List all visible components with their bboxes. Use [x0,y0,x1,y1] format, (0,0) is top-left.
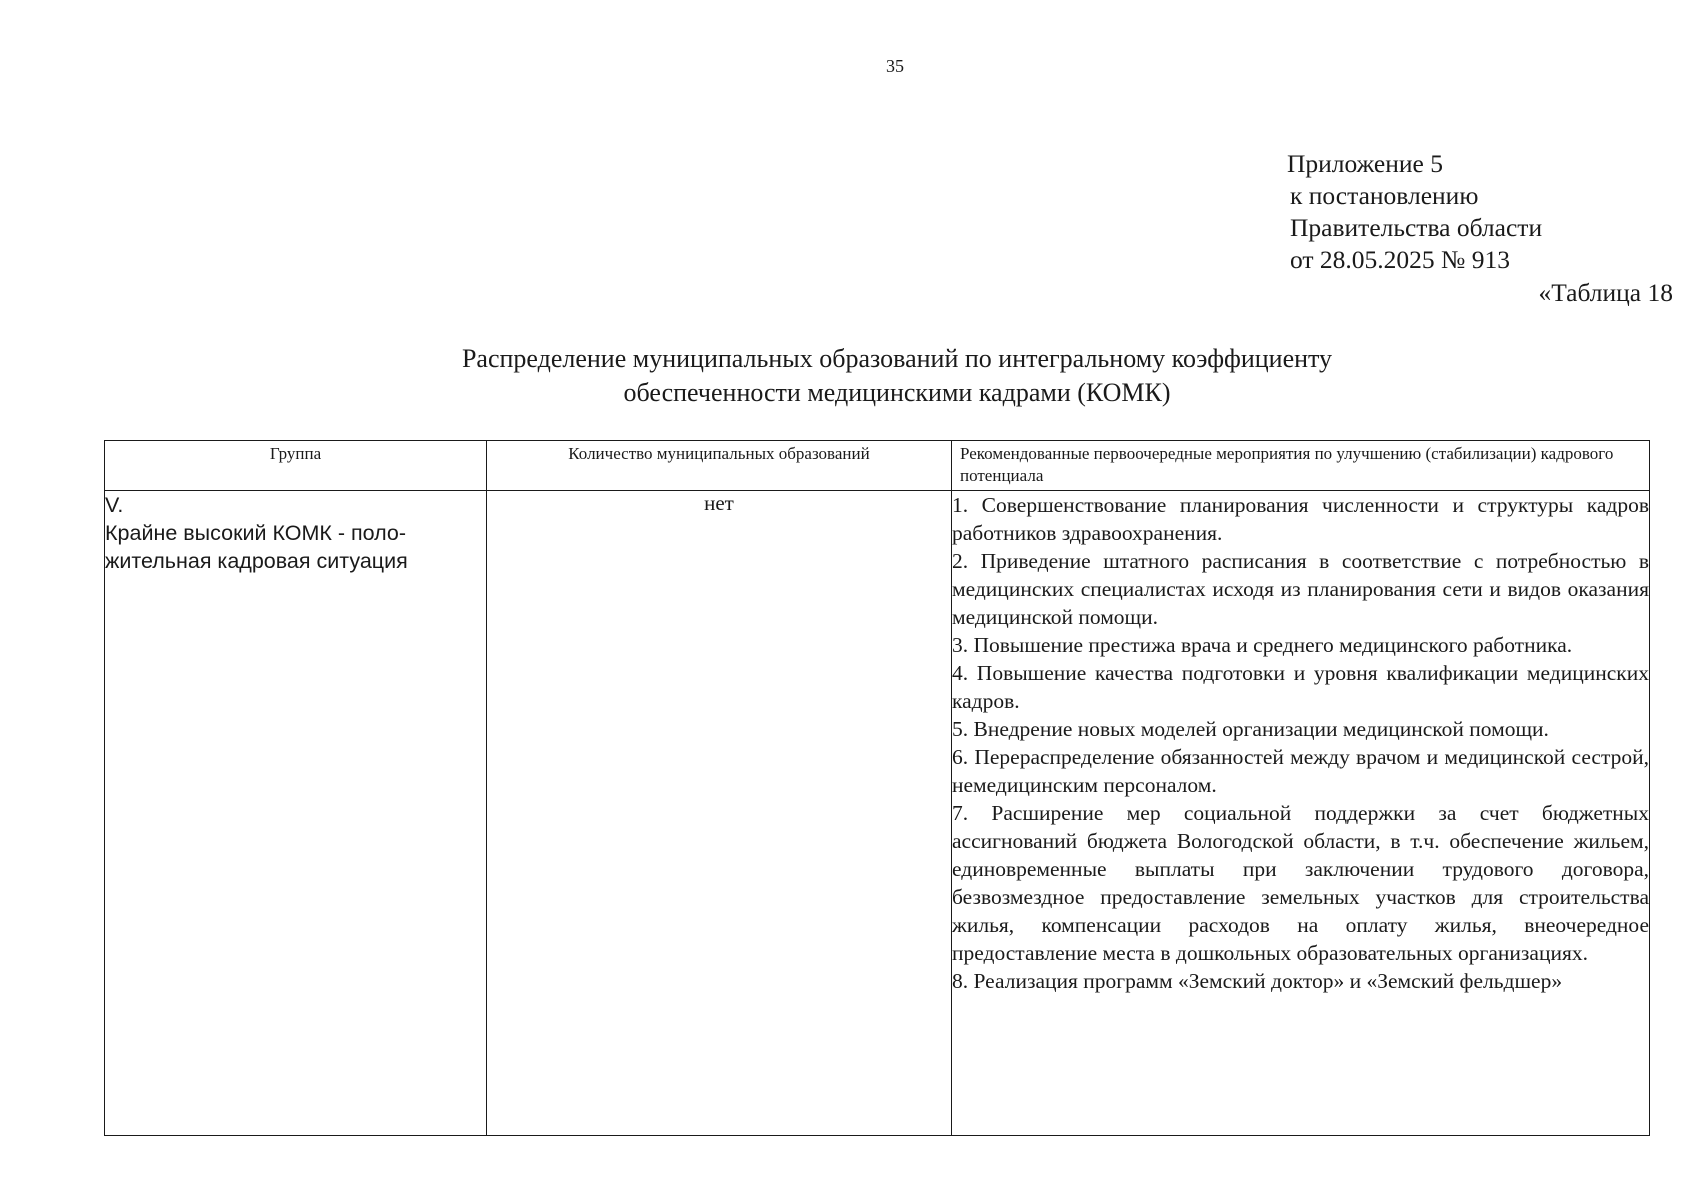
table-reference: «Таблица 18 [1538,278,1673,307]
group-number: V. [105,493,124,517]
measure-item-8: 8. Реализация программ «Земский доктор» и «Земский фельдшер» [952,969,1563,993]
group-cell [105,491,487,1136]
measure-item-6: 6. Перераспределение обязанностей между врачом и медицинской сестрой, немедицинским персоналом. [952,745,1649,797]
measure-item-4: 4. Повышение качества подготовки и уровня квалификации медицинских кадров. [952,661,1649,713]
page-number: 35 [886,56,904,76]
measures-cell [952,491,1650,1136]
measure-item-7: 7. Расширение мер социальной поддержки за счет бюджетных ассигнований бюджета Вологодской области, в т.ч. обеспечение жильем, единовременные выплаты при заключении трудового договора, безвозмездное предоставление земельных участков для строительства жилья, компенсации расходов на оплату жилья, внеочередное предоставление места в дошкольных образовательных организациях. [952,801,1649,965]
appendix-line-3: Правительства области [1290,213,1543,242]
measure-item-1: 1. Совершенствование планирования численности и структуры кадров работников здравоохранения. [952,493,1649,545]
measure-item-5: 5. Внедрение новых моделей организации медицинской помощи. [952,717,1549,741]
appendix-line-1: Приложение 5 [1287,149,1443,178]
measure-item-2: 2. Приведение штатного расписания в соответствие с потребностью в медицинских специалистах исходя из планирования сети и видов оказания медицинской помощи. [952,549,1649,629]
header-measures: Рекомендованные первоочередные мероприятия по улучшению (стабилизации) кадрового потенциала [952,441,1650,491]
distribution-table [104,440,1650,1136]
measure-item-3: 3. Повышение престижа врача и среднего медицинского работника. [952,633,1573,657]
count-cell: нет [487,491,952,1136]
document-title-line-2: обеспеченности медицинскими кадрами (КОМК) [623,378,1171,407]
table-header-row [105,441,1650,491]
document-title-line-1: Распределение муниципальных образований по интегральному коэффициенту [461,344,1333,373]
appendix-line-2: к постановлению [1290,181,1479,210]
table-row [105,491,1650,1136]
appendix-block [1287,148,1542,276]
header-group: Группа [105,441,487,491]
appendix-line-4: от 28.05.2025 № 913 [1290,245,1511,274]
header-count: Количество муниципальных образований [487,441,952,491]
document-title [104,342,1690,410]
group-description: Крайне высокий КОМК - положительная кадровая ситуация [105,521,408,573]
